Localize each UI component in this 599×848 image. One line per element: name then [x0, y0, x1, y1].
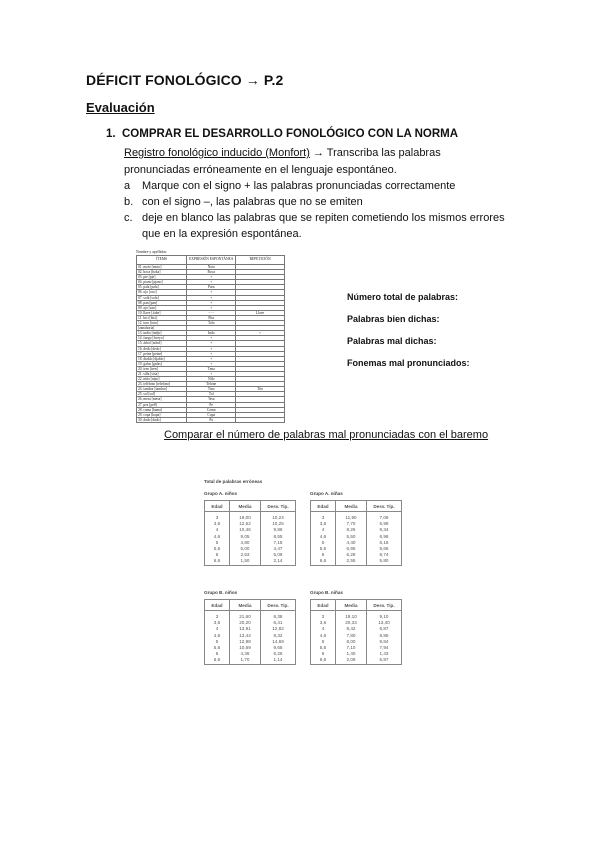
table-cell: + — [187, 290, 236, 295]
page-title: DÉFICIT FONOLÓGICO → P.2 — [86, 72, 284, 88]
table-cell: 5,09 — [261, 552, 296, 558]
table-cell: 3 — [311, 611, 336, 621]
table-cell: 4,6 — [205, 633, 230, 639]
table-row — [205, 611, 296, 621]
table-cell: 8,55 — [261, 534, 296, 540]
table-cell: 7,94 — [367, 645, 402, 651]
table-cell: 05. pala [pala] — [137, 285, 187, 290]
table-cell: + — [187, 346, 236, 351]
table-row — [205, 626, 296, 632]
table-cell: 7,09 — [367, 512, 402, 522]
table-cell: 18. diablo [djablo] — [137, 356, 187, 361]
table-cell: + — [187, 275, 236, 280]
table-cell: + — [187, 356, 236, 361]
table-header: Desv. Tip. — [367, 501, 402, 512]
counts-block — [347, 286, 470, 374]
table-cell: 6,87 — [367, 626, 402, 632]
group-label: Grupo B. niñas — [310, 590, 343, 595]
table-cell: 1,40 — [336, 651, 367, 657]
table-cell: + — [187, 300, 236, 305]
table-header: Edad — [311, 501, 336, 512]
table-cell: 5 — [205, 540, 230, 546]
table-cell: 25. sol [sol] — [137, 392, 187, 397]
table-cell: 18,00 — [230, 512, 261, 522]
table-cell: 6 — [205, 651, 230, 657]
table-cell: - - - — [187, 310, 236, 315]
table-row — [311, 611, 402, 621]
table-header: Media — [336, 501, 367, 512]
list-item: c. deje en blanco las palabras que se repiten cometiendo los mismos errores que en la expresión espontánea. — [124, 212, 505, 240]
table-cell: 13,40 — [367, 620, 402, 626]
baremo-group-a-boys — [204, 491, 296, 566]
total-words-label: Número total de palabras: — [347, 292, 459, 302]
table-cell: 9,65 — [261, 645, 296, 651]
table-cell: 09. ajo [axo] — [137, 305, 187, 310]
table-cell: 6 — [311, 651, 336, 657]
table-cell: 03. pie [pje] — [137, 275, 187, 280]
table-cell: 5,6 — [205, 546, 230, 552]
list-item: b. con el signo –, las palabras que no se emiten — [124, 196, 363, 208]
table-cell: 5,50 — [336, 534, 367, 540]
table-cell: 15. árbol [arbol] — [137, 341, 187, 346]
group-label: Grupo B. niños — [204, 590, 238, 595]
table-cell: 5 — [311, 639, 336, 645]
table-cell: 12. toro [toro] — [137, 321, 187, 326]
table-cell: 3 — [205, 611, 230, 621]
table-cell: + — [187, 361, 236, 366]
compare-heading: Comparar el número de palabras mal pronunciadas con el baremo — [164, 429, 489, 441]
section-title: 1. COMPRAR EL DESARROLLO FONOLÓGICO CON LA NORMA — [106, 128, 459, 140]
table-cell: Coma — [187, 407, 236, 412]
table-cell: 6,16 — [367, 540, 402, 546]
arrow-right-icon: → — [245, 72, 260, 88]
table-row — [137, 417, 285, 422]
table-cell: 8,85 — [367, 633, 402, 639]
baremo-table — [204, 500, 296, 566]
table-cell: 8,42 — [336, 626, 367, 632]
table-header: Desv. Tip. — [261, 600, 296, 611]
wrong-phonemes-label: Fonemas mal pronunciados: — [347, 358, 470, 368]
table-cell: [zanahoria] — [137, 326, 187, 331]
baremo-table — [204, 599, 296, 665]
table-cell: Pe — [187, 402, 236, 407]
table-header: REPETICIÓN — [236, 256, 285, 265]
table-cell: 10. llave [ʎabe] — [137, 310, 187, 315]
table-cell: 07. sofá [sofa] — [137, 295, 187, 300]
table-cell: 10,46 — [230, 527, 261, 533]
table-cell: 06. ojo [oxo] — [137, 290, 187, 295]
table-cell: 7,15 — [261, 540, 296, 546]
table-header: ÍTEMS — [137, 256, 187, 265]
table-cell: 6,6 — [311, 558, 336, 565]
table-cell: 5 — [205, 639, 230, 645]
table-cell: + — [187, 341, 236, 346]
table-cell: 6,26 — [261, 651, 296, 657]
table-header: Media — [230, 501, 261, 512]
table-row — [137, 387, 285, 392]
table-header: Edad — [311, 600, 336, 611]
table-cell: 3 — [311, 512, 336, 522]
table-cell: 1,43 — [367, 651, 402, 657]
table-cell: 5,00 — [230, 546, 261, 552]
table-row — [205, 558, 296, 565]
table-row — [205, 657, 296, 664]
table-cell: Tol — [187, 392, 236, 397]
table-cell: 4 — [311, 626, 336, 632]
table-cell: 3,6 — [311, 521, 336, 527]
table-cell: 1,50 — [230, 558, 261, 565]
table-cell: 20. tren [tren] — [137, 366, 187, 371]
table-cell: Pita — [187, 315, 236, 320]
table-cell: 12,82 — [261, 626, 296, 632]
table-cell: 6,95 — [336, 546, 367, 552]
table-cell: 5,80 — [367, 558, 402, 565]
table-cell: 6,6 — [311, 657, 336, 664]
table-cell: + — [236, 331, 285, 336]
table-cell: Nota — [187, 265, 236, 270]
table-cell: 3,6 — [205, 521, 230, 527]
table-cell: 1,14 — [261, 657, 296, 664]
group-label: Grupo A. niños — [204, 491, 238, 496]
table-cell: 21,60 — [230, 611, 261, 621]
table-cell: Nilo — [187, 377, 236, 382]
table-cell: 2,14 — [261, 558, 296, 565]
table-cell: 9,34 — [367, 527, 402, 533]
table-cell: 6,6 — [205, 657, 230, 664]
table-cell: 8,00 — [336, 639, 367, 645]
group-label: Grupo A. niñas — [310, 491, 343, 496]
table-cell: 10,24 — [261, 512, 296, 522]
table-cell: + — [187, 351, 236, 356]
table-cell: Llave — [236, 310, 285, 315]
table-header: Media — [336, 600, 367, 611]
arrow-right-icon: → — [312, 147, 324, 159]
table-header: Edad — [205, 600, 230, 611]
table-cell: 7,80 — [336, 633, 367, 639]
table-row — [205, 527, 296, 533]
table-cell: 14,69 — [261, 639, 296, 645]
table-cell: 1,70 — [230, 657, 261, 664]
table-cell: + — [187, 305, 236, 310]
intro-paragraph: Registro fonológico inducido (Monfort) → Transcriba las palabras pronunciadas erróneamente en el lenguaje espontáneo. — [124, 147, 441, 176]
table-cell: 10,25 — [261, 521, 296, 527]
table-cell: 6,28 — [336, 552, 367, 558]
table-cell: 20,20 — [230, 620, 261, 626]
table-cell: 7,10 — [336, 645, 367, 651]
table-cell: Tena — [187, 366, 236, 371]
table-row — [311, 657, 402, 664]
table-cell: 10,69 — [230, 645, 261, 651]
table-cell: Para — [187, 285, 236, 290]
table-cell: 12,52 — [230, 521, 261, 527]
table-row — [311, 558, 402, 565]
table-cell: 2,63 — [230, 552, 261, 558]
table-cell: Tito — [236, 387, 285, 392]
table-cell: 28. cama [kama] — [137, 407, 187, 412]
table-cell: 29. copa [kopa] — [137, 412, 187, 417]
registro-title: Nombre y apellidos: — [136, 250, 168, 254]
table-cell — [236, 417, 285, 422]
table-cell: + — [187, 371, 236, 376]
table-cell: 01. moto [moto] — [137, 265, 187, 270]
table-cell: 2,55 — [336, 558, 367, 565]
table-cell: 27. pez [peθ] — [137, 402, 187, 407]
table-cell: 3 — [205, 512, 230, 522]
table-cell: 5,6 — [311, 546, 336, 552]
table-cell: 16. dedo [dedo] — [137, 346, 187, 351]
table-cell: 4 — [311, 527, 336, 533]
table-cell: 4 — [205, 527, 230, 533]
table-cell: 9,86 — [261, 527, 296, 533]
table-cell: 5 — [311, 540, 336, 546]
table-cell: 9,05 — [230, 534, 261, 540]
table-cell: 8,74 — [367, 552, 402, 558]
table-row — [205, 512, 296, 522]
baremo-group-a-girls — [310, 491, 402, 566]
table-header: Edad — [205, 501, 230, 512]
table-cell: 6,41 — [261, 620, 296, 626]
table-cell: 02. boca [boka] — [137, 270, 187, 275]
baremo-group-b-boys — [204, 590, 296, 665]
table-cell: Copa — [187, 412, 236, 417]
table-cell: 9,10 — [367, 611, 402, 621]
table-cell: 4,47 — [261, 546, 296, 552]
table-cell: Indo — [187, 331, 236, 336]
table-cell: 30. dado [dado] — [137, 417, 187, 422]
table-cell: 9,84 — [367, 639, 402, 645]
list-item: a Marque con el signo + las palabras pronunciadas correctamente — [124, 180, 456, 192]
table-cell: 19,10 — [336, 611, 367, 621]
table-cell: 6 — [205, 552, 230, 558]
baremo-table — [310, 500, 402, 566]
table-cell: 3,6 — [205, 620, 230, 626]
table-cell: 23. teléfono [telefono] — [137, 382, 187, 387]
table-cell: + — [187, 336, 236, 341]
table-header: Desv. Tip. — [367, 600, 402, 611]
subheading: Evaluación — [86, 100, 155, 115]
table-cell: 13. indio [indjo] — [137, 331, 187, 336]
wrong-words-label: Palabras mal dichas: — [347, 336, 437, 346]
table-cell: Pa — [187, 417, 236, 422]
table-cell: 4,6 — [311, 633, 336, 639]
baremo-title: Total de palabras erróneas — [204, 479, 263, 484]
table-cell: 7,70 — [336, 521, 367, 527]
correct-words-label: Palabras bien dichas: — [347, 314, 440, 324]
table-cell: 4,80 — [230, 540, 261, 546]
table-cell: 11. bici [bici] — [137, 315, 187, 320]
table-cell: 4,40 — [336, 540, 367, 546]
table-cell: 5,6 — [311, 645, 336, 651]
baremo-table — [310, 599, 402, 665]
table-cell: Tino — [187, 387, 236, 392]
table-cell: 19. gafas [gafas] — [137, 361, 187, 366]
table-cell: Telone — [187, 382, 236, 387]
table-cell: Tesa — [187, 397, 236, 402]
table-cell: 08. pan [pan] — [137, 300, 187, 305]
table-cell: 8,26 — [336, 527, 367, 533]
table-cell: Boca — [187, 270, 236, 275]
table-cell: 6,6 — [205, 558, 230, 565]
table-cell: 6,98 — [367, 534, 402, 540]
table-cell: 14. fuego [fweyo] — [137, 336, 187, 341]
table-cell: 5,87 — [367, 657, 402, 664]
table-cell: + — [187, 280, 236, 285]
table-header: Desv. Tip. — [261, 501, 296, 512]
registro-link: Registro fonológico inducido (Monfort) — [124, 147, 310, 159]
registro-table — [136, 250, 285, 422]
table-header: EXPRESIÓN ESPONTÁNEA — [187, 256, 236, 265]
table-header: Media — [230, 600, 261, 611]
table-cell: 4,6 — [205, 534, 230, 540]
table-cell: 04. piano [pjano] — [137, 280, 187, 285]
table-cell: 12,98 — [230, 639, 261, 645]
table-cell: 9,66 — [367, 546, 402, 552]
table-cell: 4,6 — [311, 534, 336, 540]
table-cell: 2,09 — [336, 657, 367, 664]
instruction-list — [124, 178, 514, 242]
table-cell: 26. mesa [mesa] — [137, 397, 187, 402]
table-row — [205, 633, 296, 639]
table-cell: Tolo — [187, 321, 236, 326]
table-cell: 6 — [311, 552, 336, 558]
table-cell: 6,98 — [367, 521, 402, 527]
table-cell: 22. niño [niɲo] — [137, 377, 187, 382]
table-cell: 5,6 — [205, 645, 230, 651]
table-cell: 24. tambor [tambor] — [137, 387, 187, 392]
table-cell: 13,91 — [230, 626, 261, 632]
table-cell: 3,6 — [311, 620, 336, 626]
table-cell: 4,36 — [230, 651, 261, 657]
table-cell: 21. silla [siʎa] — [137, 371, 187, 376]
table-cell: 13,44 — [230, 633, 261, 639]
table-cell: 11,90 — [336, 512, 367, 522]
table-cell: 20,33 — [336, 620, 367, 626]
baremo-group-b-girls — [310, 590, 402, 665]
table-row — [311, 512, 402, 522]
table-cell: 4 — [205, 626, 230, 632]
table-cell: 6,38 — [261, 611, 296, 621]
table-row — [137, 310, 285, 315]
table-cell: 17. peine [peine] — [137, 351, 187, 356]
table-cell: 8,32 — [261, 633, 296, 639]
table-cell: + — [187, 295, 236, 300]
